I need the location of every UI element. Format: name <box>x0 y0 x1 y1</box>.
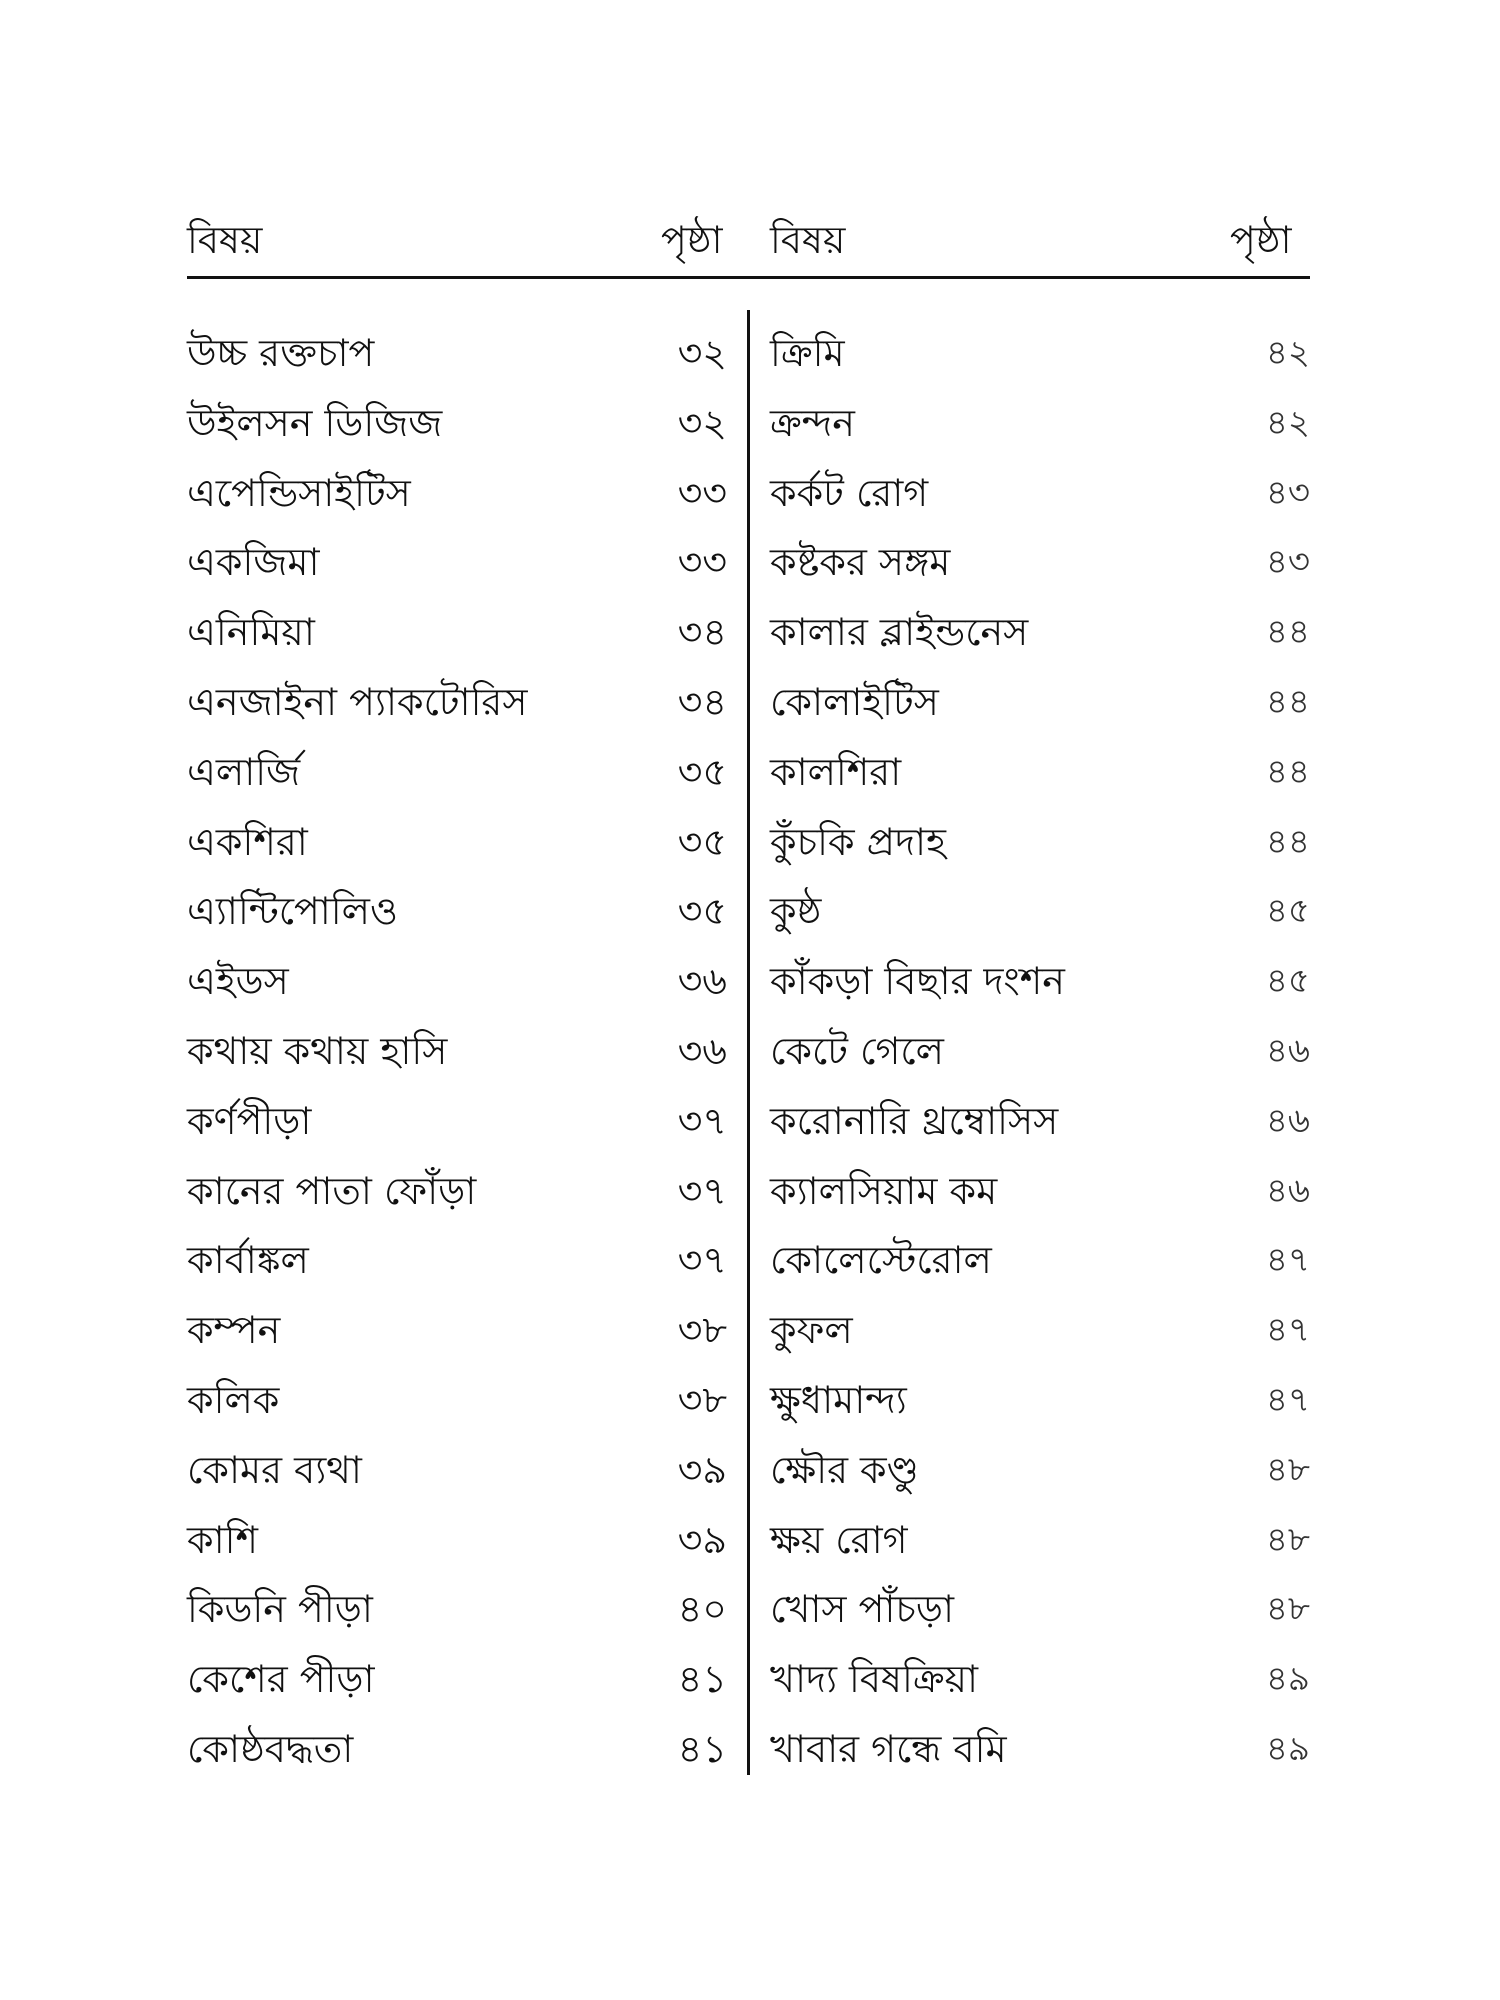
left-toc-entry <box>187 1086 727 1156</box>
right-entry-page-number: ৪৫ <box>1265 891 1310 932</box>
right-entry-page-number: ৪৬ <box>1265 1030 1310 1071</box>
left-entry-page-number: ৩২ <box>677 400 727 445</box>
right-toc-entry <box>770 1435 1310 1505</box>
left-toc-entry <box>187 458 727 528</box>
right-toc-entry <box>770 597 1310 667</box>
left-entry-topic: একজিমা <box>187 540 320 585</box>
right-entry-page-number: ৪৪ <box>1265 821 1310 862</box>
right-entry-page-number: ৪৮ <box>1265 1449 1310 1490</box>
left-toc-entry <box>187 1016 727 1086</box>
right-toc-entry <box>770 1016 1310 1086</box>
left-entry-topic: কিডনি পীড়া <box>187 1587 373 1632</box>
left-entry-page-number: ৩৮ <box>677 1377 727 1422</box>
right-topic-header: বিষয় <box>770 218 846 262</box>
left-entry-page-number: ৪১ <box>677 1726 727 1771</box>
left-entry-topic: কলিক <box>187 1377 280 1422</box>
right-column <box>770 318 1310 1784</box>
left-entry-topic: এলার্জি <box>187 749 301 794</box>
right-entry-topic: খাবার গন্ধে বমি <box>770 1726 1007 1771</box>
left-entry-page-number: ৩৭ <box>677 1168 727 1213</box>
left-entry-topic: এপেন্ডিসাইটিস <box>187 470 411 515</box>
right-toc-entry <box>770 527 1310 597</box>
right-entry-topic: কাঁকড়া বিছার দংশন <box>770 959 1065 1004</box>
left-entry-topic: কোষ্ঠবদ্ধতা <box>187 1726 354 1771</box>
right-entry-page-number: ৪৩ <box>1265 472 1310 513</box>
right-entry-topic: কুঁচকি প্রদাহ <box>770 819 946 864</box>
left-entry-page-number: ৩৪ <box>677 679 727 724</box>
right-entry-topic: কালার ব্লাইন্ডনেস <box>770 610 1029 655</box>
right-entry-topic: ক্ষয় রোগ <box>770 1517 908 1562</box>
right-entry-topic: ক্ষুধামান্দ্য <box>770 1377 907 1422</box>
right-entry-topic: কর্কট রোগ <box>770 470 929 515</box>
right-entry-page-number: ৪৪ <box>1265 751 1310 792</box>
left-entry-page-number: ৩৪ <box>677 610 727 655</box>
right-entry-page-number: ৪৬ <box>1265 1100 1310 1141</box>
right-entry-page-number: ৪৮ <box>1265 1589 1310 1630</box>
left-entry-page-number: ৩৫ <box>677 889 727 934</box>
left-toc-entry <box>187 737 727 807</box>
right-toc-entry <box>770 1505 1310 1575</box>
left-toc-entry <box>187 1714 727 1784</box>
left-toc-entry <box>187 1365 727 1435</box>
right-toc-entry <box>770 1714 1310 1784</box>
right-entry-page-number: ৪৪ <box>1265 681 1310 722</box>
right-toc-entry <box>770 1295 1310 1365</box>
left-entry-page-number: ৪১ <box>677 1657 727 1702</box>
left-entry-page-number: ৩২ <box>677 331 727 375</box>
right-entry-topic: করোনারি থ্রম্বোসিস <box>770 1098 1059 1143</box>
right-entry-page-number: ৪৯ <box>1265 1728 1310 1769</box>
right-entry-topic: ক্ষৌর কণ্ডু <box>770 1447 919 1492</box>
right-toc-entry <box>770 318 1310 388</box>
left-entry-topic: কানের পাতা ফোঁড়া <box>187 1168 477 1213</box>
right-entry-topic: কুফল <box>770 1308 853 1353</box>
left-column <box>187 318 727 1784</box>
right-entry-page-number: ৪২ <box>1265 402 1310 443</box>
right-toc-entry <box>770 1156 1310 1226</box>
left-toc-entry <box>187 667 727 737</box>
left-entry-topic: এনজাইনা প্যাকটোরিস <box>187 679 528 724</box>
left-entry-page-number: ৪০ <box>677 1587 727 1632</box>
left-entry-topic: উইলসন ডিজিজ <box>187 400 443 445</box>
left-entry-topic: কার্বাঙ্কল <box>187 1238 309 1283</box>
right-toc-entry <box>770 946 1310 1016</box>
left-entry-topic: কর্ণপীড়া <box>187 1098 312 1143</box>
right-entry-topic: কোলেস্টেরোল <box>770 1238 992 1283</box>
left-entry-page-number: ৩৮ <box>677 1308 727 1353</box>
left-toc-entry <box>187 388 727 458</box>
left-entry-topic: কাশি <box>187 1517 258 1562</box>
header-rule <box>187 276 1310 279</box>
left-entry-topic: এনিমিয়া <box>187 610 315 655</box>
left-toc-entry <box>187 1435 727 1505</box>
left-entry-topic: কম্পন <box>187 1308 281 1353</box>
right-entry-page-number: ৪৭ <box>1265 1310 1310 1351</box>
left-toc-entry <box>187 597 727 667</box>
right-entry-page-number: ৪৫ <box>1265 961 1310 1002</box>
right-entry-topic: কেটে গেলে <box>770 1028 944 1073</box>
right-entry-topic: খাদ্য বিষক্রিয়া <box>770 1657 979 1702</box>
right-toc-entry <box>770 876 1310 946</box>
left-toc-entry <box>187 807 727 877</box>
right-entry-topic: ক্রন্দন <box>770 400 855 445</box>
right-entry-page-number: ৪৯ <box>1265 1659 1310 1700</box>
left-entry-page-number: ৩৬ <box>677 1028 727 1073</box>
left-entry-topic: কথায় কথায় হাসি <box>187 1028 448 1073</box>
right-entry-topic: ক্যালসিয়াম কম <box>770 1168 998 1213</box>
left-entry-topic: কেশের পীড়া <box>187 1657 375 1702</box>
left-toc-entry <box>187 1505 727 1575</box>
left-entry-topic: এইডস <box>187 959 289 1004</box>
right-page-header: পৃষ্ঠা <box>1230 218 1292 262</box>
left-entry-page-number: ৩৫ <box>677 749 727 794</box>
left-toc-entry <box>187 1225 727 1295</box>
left-toc-entry <box>187 1295 727 1365</box>
right-toc-entry <box>770 667 1310 737</box>
right-entry-topic: ক্রিমি <box>770 331 845 375</box>
right-toc-entry <box>770 1644 1310 1714</box>
right-toc-entry <box>770 807 1310 877</box>
right-toc-entry <box>770 458 1310 528</box>
left-entry-topic: একশিরা <box>187 819 308 864</box>
right-entry-topic: খোস পাঁচড়া <box>770 1587 955 1632</box>
left-toc-entry <box>187 946 727 1016</box>
right-entry-topic: কালশিরা <box>770 749 902 794</box>
left-toc-entry <box>187 318 727 388</box>
right-entry-page-number: ৪৭ <box>1265 1379 1310 1420</box>
left-entry-page-number: ৩৯ <box>677 1517 727 1562</box>
left-entry-page-number: ৩৭ <box>677 1098 727 1143</box>
left-toc-entry <box>187 1644 727 1714</box>
left-entry-page-number: ৩৫ <box>677 819 727 864</box>
left-entry-page-number: ৩৬ <box>677 959 727 1004</box>
right-toc-entry <box>770 1574 1310 1644</box>
left-toc-entry <box>187 527 727 597</box>
right-entry-page-number: ৪২ <box>1265 333 1310 373</box>
right-entry-topic: কোলাইটিস <box>770 679 939 724</box>
right-toc-entry <box>770 1086 1310 1156</box>
left-toc-entry <box>187 1574 727 1644</box>
right-entry-page-number: ৪৭ <box>1265 1240 1310 1281</box>
right-entry-page-number: ৪৪ <box>1265 612 1310 653</box>
left-entry-page-number: ৩৩ <box>677 540 727 585</box>
left-entry-topic: এ্যান্টিপোলিও <box>187 889 398 934</box>
right-entry-topic: কষ্টকর সঙ্গম <box>770 540 951 585</box>
left-page-header: পৃষ্ঠা <box>661 218 723 262</box>
left-entry-topic: উচ্চ রক্তচাপ <box>187 331 375 375</box>
left-entry-page-number: ৩৯ <box>677 1447 727 1492</box>
right-toc-entry <box>770 388 1310 458</box>
right-toc-entry <box>770 1365 1310 1435</box>
right-toc-entry <box>770 1225 1310 1295</box>
left-entry-page-number: ৩৩ <box>677 470 727 515</box>
right-toc-entry <box>770 737 1310 807</box>
right-entry-page-number: ৪৬ <box>1265 1170 1310 1211</box>
left-entry-topic: কোমর ব্যথা <box>187 1447 362 1492</box>
left-entry-page-number: ৩৭ <box>677 1238 727 1283</box>
left-topic-header: বিষয় <box>187 218 263 262</box>
column-divider <box>747 310 750 1775</box>
right-entry-page-number: ৪৮ <box>1265 1519 1310 1560</box>
right-entry-topic: কুষ্ঠ <box>770 889 822 934</box>
right-entry-page-number: ৪৩ <box>1265 542 1310 583</box>
left-toc-entry <box>187 876 727 946</box>
left-toc-entry <box>187 1156 727 1226</box>
